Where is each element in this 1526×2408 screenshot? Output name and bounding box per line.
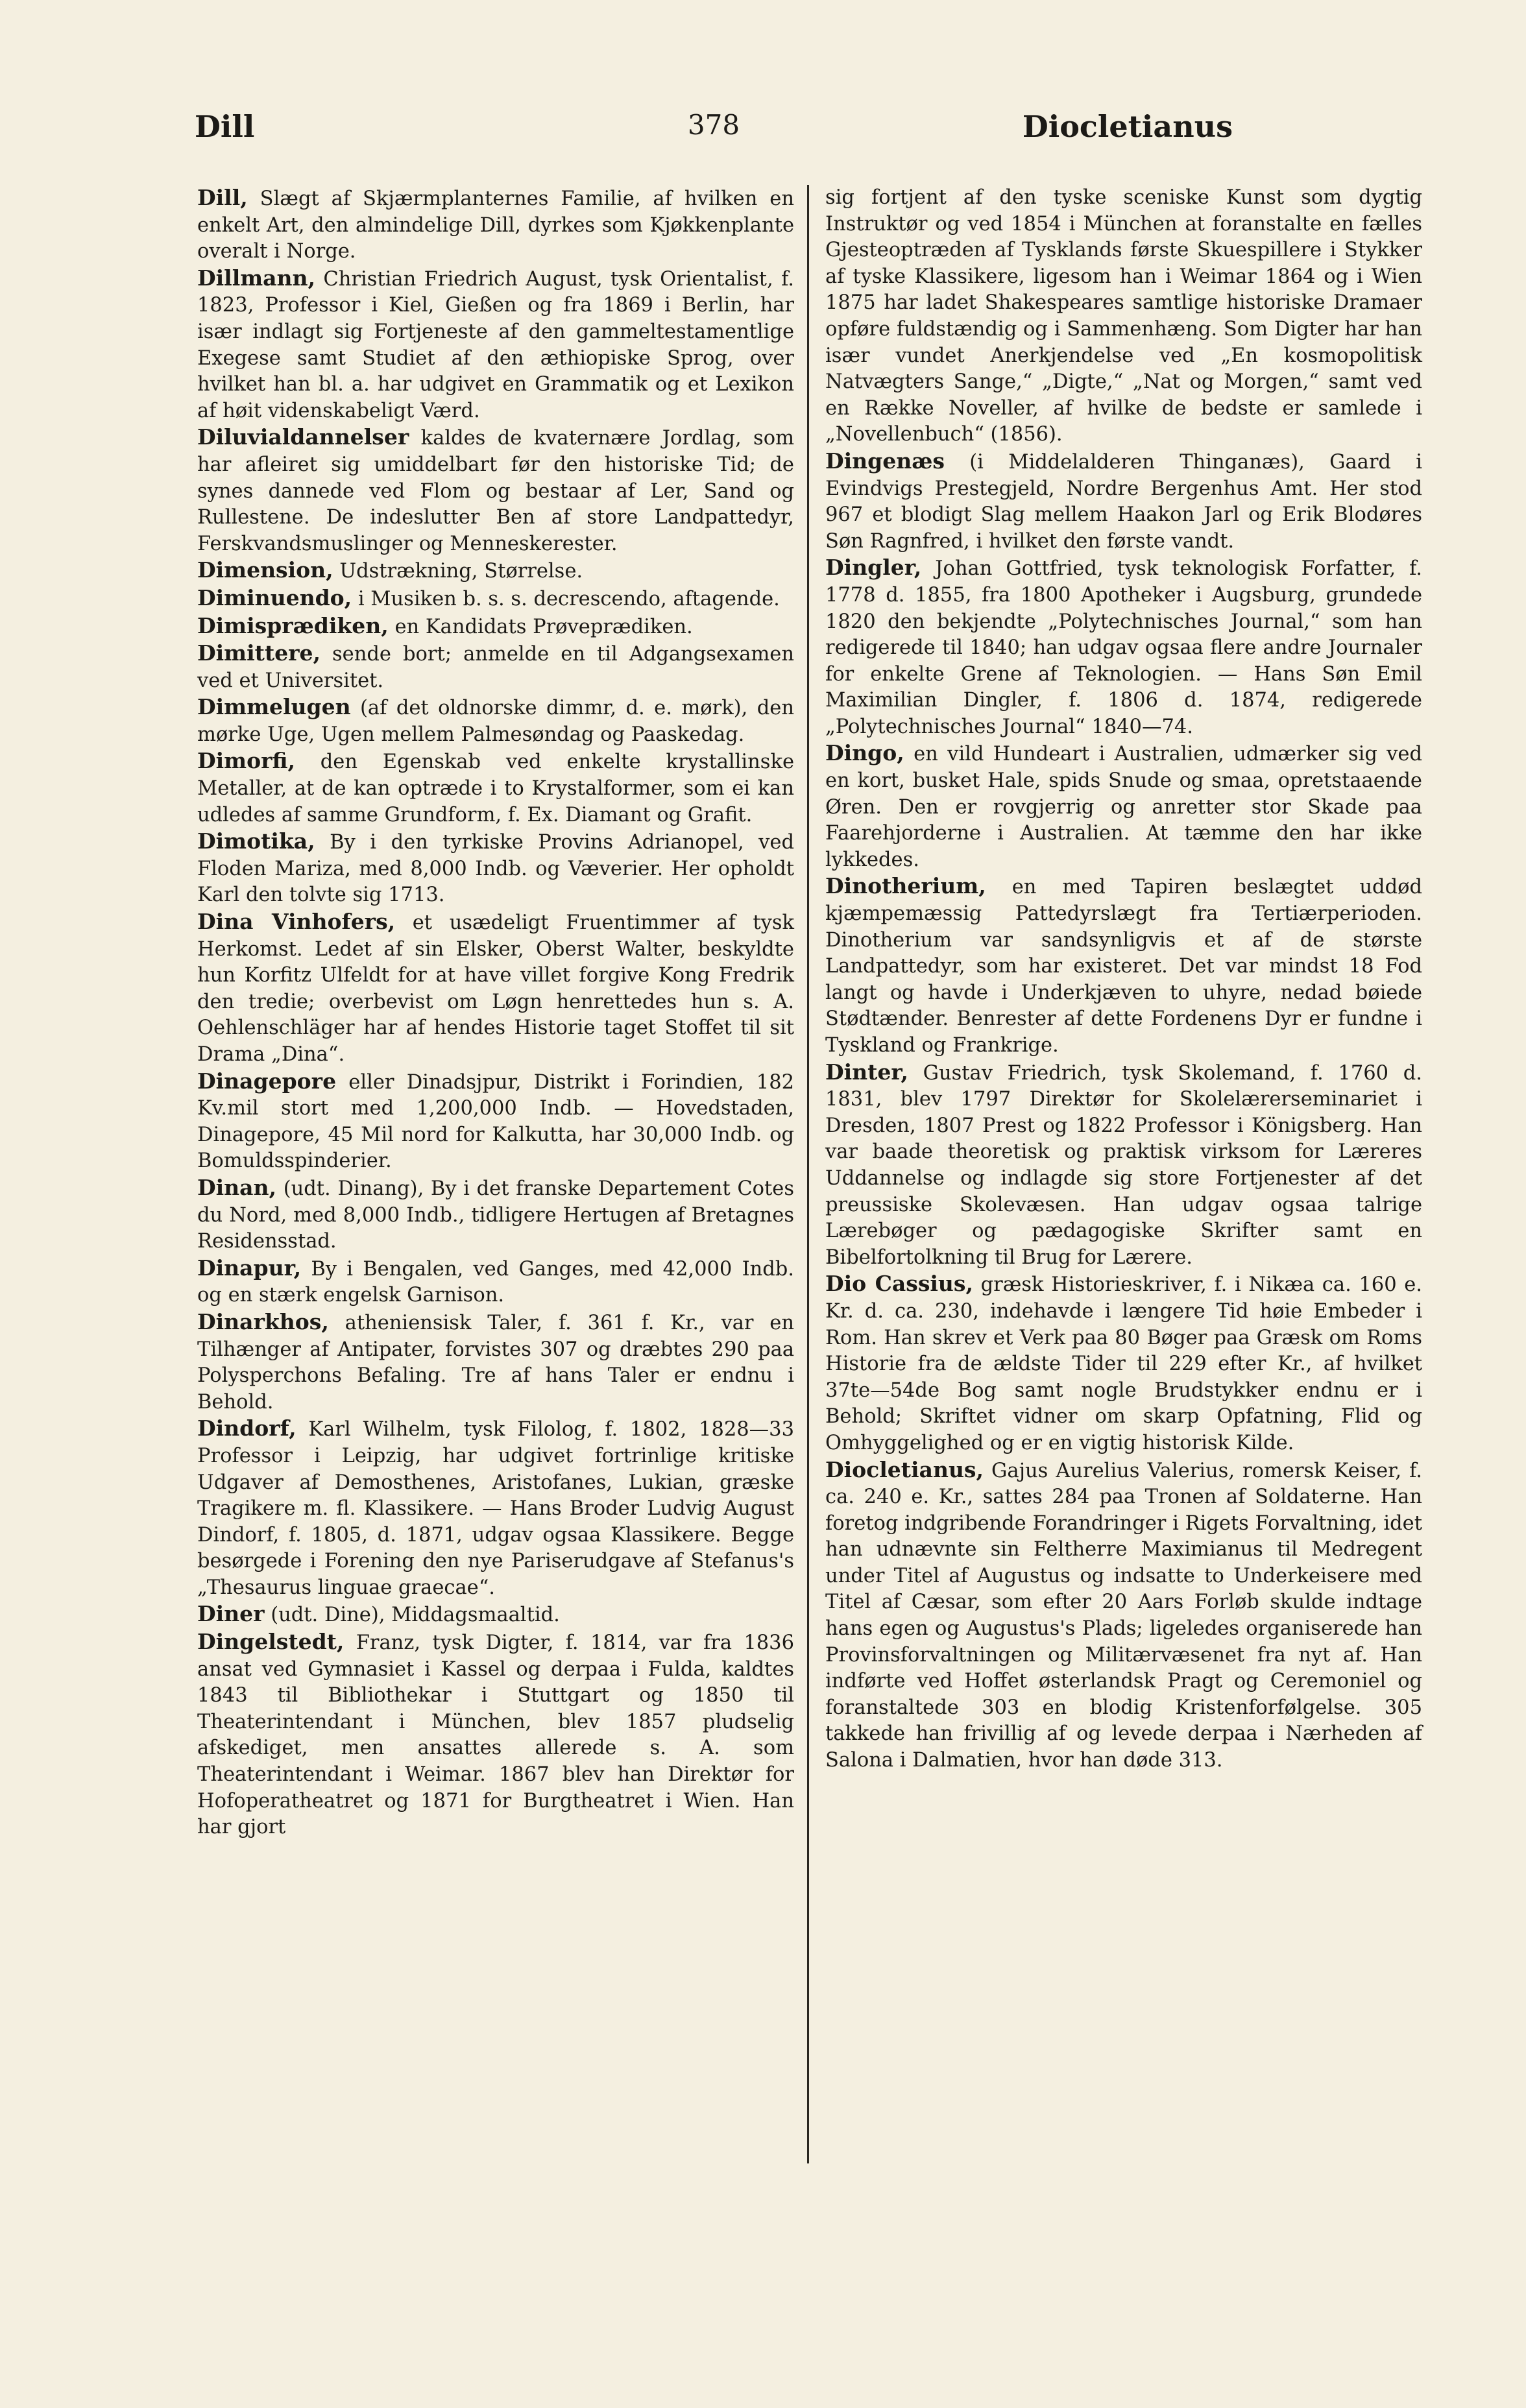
dictionary-entry <box>197 1255 794 1309</box>
entry-text: et usædeligt Fruentimmer af tysk Herkomst. Ledet af sin Elsker, Oberst Walter, beskyldte hun Korfitz Ulfeldt for at have villet forgive Kong Fredrik den tredie; overbevist om Løgn henrettedes hun s. A. Oehlenschläger har af hendes Historie taget Stoffet til sit Drama „Dina“. <box>197 911 795 1066</box>
entry-text: (udt. Dinang), By i det franske Departement Cotes du Nord, med 8,000 Indb., tidligere Hertugen af Bretagnes Residensstad. <box>197 1177 794 1253</box>
right-column <box>825 185 1422 1774</box>
entry-headword: Dina Vinhofers, <box>197 909 396 935</box>
dictionary-entry <box>197 265 794 425</box>
entry-text: Udstrækning, Størrelse. <box>333 560 583 583</box>
entry-headword: Dinotherium, <box>825 873 986 899</box>
dictionary-entry <box>197 1309 794 1415</box>
entry-headword: Dio Cassius, <box>825 1271 973 1297</box>
entry-headword: Dimittere, <box>197 640 321 666</box>
column-divider <box>807 185 809 2163</box>
entry-text: By i den tyrkiske Provins Adrianopel, ved Floden Mariza, med 8,000 Indb. og Væverier. Her opholdt Karl den tolvte sig 1713. <box>197 831 794 907</box>
entry-text: i Musiken b. s. s. decrescendo, aftagende. <box>352 587 780 610</box>
running-head-right: Diocletianus <box>1022 109 1233 144</box>
entry-headword: Dingelstedt, <box>197 1629 345 1655</box>
dictionary-entry <box>197 1415 794 1601</box>
entry-text: Gustav Friedrich, tysk Skolemand, f. 1760 d. 1831, blev 1797 Direktør for Skolelærerseminariet i Dresden, 1807 Prest og 1822 Professor i Königsberg. Han var baade theoretisk og praktisk virksom for Læreres Uddannelse og indlagde sig store Fortjenester af det preussiske Skolevæsen. Han udgav ogsaa talrige Lærebøger og pædagogiske Skrifter samt en Bibelfortolkning til Brug for Lærere. <box>825 1061 1422 1269</box>
entry-text: eller Dinadsjpur, Distrikt i Forindien, 182 Kv.mil stort med 1,200,000 Indb. — Hovedstaden, Dinagepore, 45 Mil nord for Kalkutta, har 30,000 Indb. og Bomuldsspinderier. <box>197 1070 794 1173</box>
dictionary-entry <box>197 1068 794 1175</box>
entry-text: sende bort; anmelde en til Adgangsexamen ved et Universitet. <box>197 643 794 692</box>
entry-headword: Diluvialdannelser <box>197 424 409 450</box>
entry-headword: Dimisprædiken, <box>197 612 389 638</box>
page-header <box>195 104 1233 156</box>
entry-headword: Dimotika, <box>197 828 315 854</box>
entry-text: Karl Wilhelm, tysk Filolog, f. 1802, 1828—33 Professor i Leipzig, har udgivet fortrinlige kritiske Udgaver af Demosthenes, Aristofanes, Lukian, græske Tragikere m. fl. Klassikere. — Hans Broder Ludvig August Dindorf, f. 1805, d. 1871, udgav ogsaa Klassikere. Begge besørgede i Forening den nye Pariserudgave af Stefanus's „Thesaurus linguae graecae“. <box>197 1418 794 1599</box>
entry-headword: Dinagepore <box>197 1068 337 1094</box>
entry-text: Gajus Aurelius Valerius, romersk Keiser, f. ca. 240 e. Kr., sattes 284 paa Tronen af Soldaterne. Han foretog indgribende Forandringer i Rigets Forvaltning, idet han udnævnte sin Feltherre Maximianus til Medregent under Titel af Augustus og indsatte to Underkeisere med Titel af Cæsar, som efter 20 Aars Forløb skulde indtage hans egen og Augustus's Plads; ligeledes organiserede han Provinsforvaltningen og Militærvæsenet fra nyt af. Han indførte ved Hoffet østerlandsk Pragt og Ceremoniel og foranstaltede 303 en blodig Kristenforfølgelse. 305 takkede han frivillig af og levede derpaa i Nærheden af Salona i Dalmatien, hvor han døde 313. <box>825 1459 1422 1772</box>
entry-headword: Dindorf, <box>197 1415 297 1441</box>
entry-text: Christian Friedrich August, tysk Orientalist, f. 1823, Professor i Kiel, Gießen og fra 1869 i Berlin, har især indlagt sig Fortjeneste af den gammeltestamentlige Exegese samt Studiet af den æthiopiske Sprog, over hvilket han bl. a. har udgivet en Grammatik og et Lexikon af høit videnskabeligt Værd. <box>197 267 794 422</box>
dictionary-entry <box>825 448 1422 555</box>
entry-headword: Dingler, <box>825 555 922 581</box>
dictionary-entry <box>197 909 794 1068</box>
dictionary-entry <box>197 1601 794 1629</box>
entry-headword: Dill, <box>197 185 248 210</box>
entry-headword: Dingenæs <box>825 448 945 474</box>
entry-headword: Diocletianus, <box>825 1456 984 1482</box>
entry-headword: Dinapur, <box>197 1255 302 1281</box>
dictionary-entry <box>197 694 794 748</box>
entry-text: græsk Historieskriver, f. i Nikæa ca. 160 e. Kr. d. ca. 230, indehavde i længere Tid høie Embeder i Rom. Han skrev et Verk paa 80 Bøger paa Græsk om Roms Historie fra de ældste Tider til 229 efter Kr., af hvilket 37te—54de Bog samt nogle Brudstykker endnu er i Behold; Skriftet vidner om skarp Opfatning, Flid og Omhyggelighed og er en vigtig historisk Kilde. <box>825 1273 1422 1454</box>
left-column <box>197 185 794 1841</box>
dictionary-entry <box>197 1629 794 1841</box>
dictionary-entry <box>825 555 1422 740</box>
entry-text: en Kandidats Prøveprædiken. <box>388 615 693 638</box>
dictionary-entry <box>197 424 794 557</box>
dictionary-entry <box>197 640 794 694</box>
entry-headword: Dinter, <box>825 1059 908 1085</box>
entry-text: (udt. Dine), Middagsmaaltid. <box>264 1604 560 1627</box>
entry-text: en med Tapiren beslægtet uddød kjæmpemæssig Pattedyrslægt fra Tertiærperioden. Dinotherium var sandsynligvis et af de største Landpattedyr, som har existeret. Det var mindst 18 Fod langt og havde i Underkjæven to uhyre, nedad bøiede Stødtænder. Benrester af dette Fordenens Dyr er fundne i Tyskland og Frankrige. <box>825 876 1422 1057</box>
page-number: 378 <box>687 109 740 141</box>
dictionary-entry <box>197 748 794 828</box>
dictionary-entry <box>825 1271 1422 1456</box>
dictionary-entry <box>825 740 1422 873</box>
dictionary-entry <box>197 585 794 613</box>
dictionary-entry <box>197 557 794 585</box>
entry-text: en vild Hundeart i Australien, udmærker sig ved en kort, busket Hale, spids Snude og smaa, opretstaaende Øren. Den er rovgjerrig og anretter stor Skade paa Faarehjorderne i Australien. At tæmme den har ikke lykkedes. <box>825 743 1422 871</box>
entry-text: den Egenskab ved enkelte krystallinske Metaller, at de kan optræde i to Krystalformer, som ei kan udledes af samme Grundform, f. Ex. Diamant og Grafit. <box>197 751 794 826</box>
dictionary-entry <box>197 185 794 265</box>
entry-headword: Dimension, <box>197 557 333 583</box>
entry-text: kaldes de kvaternære Jordlag, som har afleiret sig umiddelbart før den historiske Tid; de synes dannede ved Flom og bestaar af Ler, Sand og Rullestene. De indeslutter Ben af store Landpattedyr, Ferskvandsmuslinger og Menneskerester. <box>197 427 794 555</box>
running-head-left: Dill <box>195 109 255 144</box>
entry-headword: Diner <box>197 1601 265 1627</box>
entry-headword: Dingo, <box>825 740 904 766</box>
entry-text: (af det oldnorske dimmr, d. e. mørk), den mørke Uge, Ugen mellem Palmesøndag og Paaskedag. <box>197 697 794 746</box>
dictionary-entry <box>197 828 794 909</box>
entry-headword: Diminuendo, <box>197 584 352 610</box>
dictionary-entry <box>825 185 1422 448</box>
entry-text: Franz, tysk Digter, f. 1814, var fra 1836 ansat ved Gymnasiet i Kassel og derpaa i Fulda, kaldtes 1843 til Bibliothekar i Stuttgart og 1850 til Theaterintendant i München, blev 1857 pludselig afskediget, men ansattes allerede s. A. som Theaterintendant i Weimar. 1867 blev han Direktør for Hofoperatheatret og 1871 for Burgtheatret i Wien. Han har gjort <box>197 1631 794 1839</box>
entry-headword: Dinarkhos, <box>197 1308 329 1334</box>
dictionary-entry <box>197 613 794 641</box>
entry-text: By i Bengalen, ved Ganges, med 42,000 Indb. og en stærk engelsk Garnison. <box>197 1257 794 1307</box>
entry-headword: Dinan, <box>197 1174 277 1200</box>
entry-headword: Dimmelugen <box>197 694 351 720</box>
entry-text: sig fortjent af den tyske sceniske Kunst som dygtig Instruktør og ved 1854 i München at foranstalte en fælles Gjesteoptræden af Tysklands første Skuespillere i Stykker af tyske Klassikere, ligesom han i Weimar 1864 og i Wien 1875 har ladet Shakespeares samtlige historiske Dramaer opføre fuldstændig og i Sammenhæng. Som Digter har han især vundet Anerkjendelse ved „En kosmopolitisk Natvægters Sange,“ „Digte,“ „Nat og Morgen,“ samt ved en Række Noveller, af hvilke de bedste er samlede i „Novellenbuch“ (1856). <box>825 186 1422 446</box>
entry-headword: Dimorfi, <box>197 748 295 774</box>
entry-headword: Dillmann, <box>197 265 315 291</box>
dictionary-entry <box>825 1059 1422 1271</box>
entry-text: Johan Gottfried, tysk teknologisk Forfatter, f. 1778 d. 1855, fra 1800 Apotheker i Augsburg, grundede 1820 den bekjendte „Polytechnisches Journal,“ som han redigerede til 1840; han udgav ogsaa flere andre Journaler for enkelte Grene af Teknologien. — Hans Søn Emil Maximilian Dingler, f. 1806 d. 1874, redigerede „Polytechnisches Journal“ 1840—74. <box>825 557 1422 738</box>
dictionary-entry <box>825 1457 1422 1774</box>
entry-text: atheniensisk Taler, f. 361 f. Kr., var en Tilhænger af Antipater, forvistes 307 og dræbtes 290 paa Polysperchons Befaling. Tre af hans Taler er endnu i Behold. <box>197 1311 794 1414</box>
entry-text: Slægt af Skjærmplanternes Familie, af hvilken en enkelt Art, den almindelige Dill, dyrkes som Kjøkkenplante overalt i Norge. <box>197 187 794 263</box>
dictionary-entry <box>825 873 1422 1059</box>
dictionary-entry <box>197 1175 794 1255</box>
entry-text: (i Middelalderen Thinganæs), Gaard i Evindvigs Prestegjeld, Nordre Bergenhus Amt. Her stod 967 et blodigt Slag mellem Haakon Jarl og Erik Blodøres Søn Ragnfred, i hvilket den første vandt. <box>825 450 1422 553</box>
